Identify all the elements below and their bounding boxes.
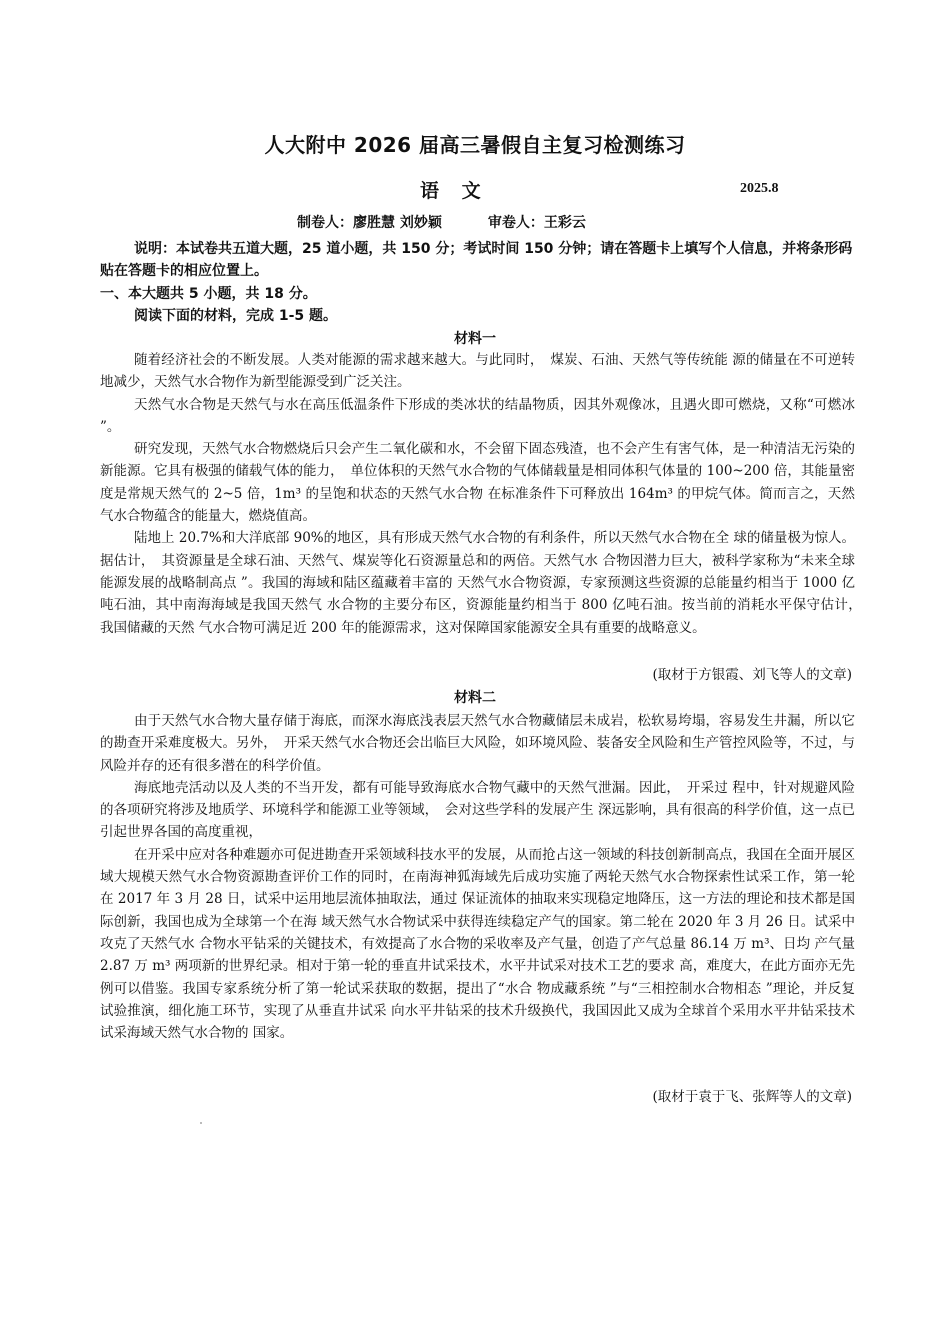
exam-instructions: 说明：本试卷共五道大题，25 道小题，共 150 分；考试时间 150 分钟；请在答题卡上填写个人信息，并将条形码贴在答题卡的相应位置上。: [100, 241, 853, 279]
exam-title: 人大附中 2026 届高三暑假自主复习检测练习: [264, 133, 686, 157]
material1-body: [100, 349, 869, 639]
reading-prompt: 阅读下面的材料，完成 1-5 题。: [134, 308, 338, 324]
authors-line: [297, 212, 586, 232]
subject-label: 语 文: [420, 180, 489, 202]
paragraph: 天然气水合物是天然气与水在高压低温条件下形成的类冰状的结晶物质，因其外观像冰，且遇火即可燃烧，又称“可燃冰 ”。: [100, 396, 855, 435]
material1-title: 材料一: [454, 331, 496, 347]
paragraph: 海底地壳活动以及人类的不当开发，都有可能导致海底水合物气藏中的天然气泄漏。因此， 开采过 程中，针对规避风险的各项研究将涉及地质学、环境科学和能源工业等领域， 会对这些学科的发展产生 深远影响，具有很高的科学价值，这一点已引起世界各国的高度重视，: [100, 779, 855, 841]
paragraph: 在开采中应对各种难题亦可促进勘查开采领域科技水平的发展，从而抢占这一领域的科技创新制高点，我国在全面开展区域大规模天然气水合物资源勘查评价工作的同时，在南海神狐海域先后成功实施了两轮天然气水合物探索性试采工作，第一轮在 2017 年 3 月 28 日，试采中运用地层流体抽取法，通过 保证流体的抽取来实现稳定地降压，这一方法的理论和技术都是国际创新，我国也成为全球第一个在海 域天然气水合物试采中获得连续稳定产气的国家。第二轮在 2020 年 3 月 26 日。试采中攻克了天然气水 合物水平钻采的关键技术，有效提高了水合物的采收率及产气量，创造了产气总量 86.14 万 m³、日均 产气量 2.87 万 m³ 两项新的世界纪录。相对于第一轮的垂直井试采技术，水平井试采对技术工艺的要求 高，难度大，在此方面亦无先例可以借鉴。我国专家系统分析了第一轮试采获取的数据，提出了“水合 物成藏系统 ”与“三相控制水合物相态 ”理论，并反复试验推演，细化施工环节，实现了从垂直井试采 向水平井钻采的技术升级换代，我国因此又成为全球首个采用水平井钻采技术试采海域天然气水合物的 国家。: [100, 846, 855, 1042]
scan-speck: [200, 1122, 202, 1124]
authors-label: 制卷人：廖胜慧 刘妙颖: [297, 215, 442, 231]
exam-date: 2025.8: [740, 181, 779, 196]
paragraph: 研究发现，天然气水合物燃烧后只会产生二氧化碳和水，不会留下固态残渣，也不会产生有害气体，是一种清洁无污染的新能源。它具有极强的储载气体的能力， 单位体积的天然气水合物的气体储载量是相同体积气体量的 100~200 倍，其能量密度是常规天然气的 2~5 倍，1m³ 的呈饱和状态的天然气水合物 在标准条件下可释放出 164m³ 的甲烷气体。简而言之，天然气水合物蕴含的能量大，燃烧值高。: [100, 441, 855, 525]
paragraph: 由于天然气水合物大量存储于海底，而深水海底浅表层天然气水合物藏储层未成岩，松软易垮塌，容易发生井漏，所以它的勘查开采难度极大。另外， 开采天然气水合物还会岀临巨大风险，如环境风险、装备安全风险和生产管控风险等，不过，与风险并存的还有很多潜在的科学价值。: [100, 713, 855, 774]
material2-source: (取材于袁于飞、张辉等人的文章): [652, 1089, 852, 1105]
material2-title: 材料二: [454, 690, 496, 706]
paragraph: 陆地上 20.7%和大洋底部 90%的地区，具有形成天然气水合物的有利条件，所以天然气水合物在全 球的储量极为惊人。据估计， 其资源量是全球石油、天然气、煤炭等化石资源量总和的两倍。天然气水 合物因潜力巨大，被科学家称为“未来全球能源发展的战略制高点 ”。我国的海域和陆区蕴藏着丰富的 天然气水合物资源，专家预测这些资源的总能量约相当于 1000 亿吨石油，其中南海海域是我国天然气 水合物的主要分布区，资源能量约相当于 800 亿吨石油。按当前的消耗水平保守估计， 我国储藏的天然 气水合物可满足近 200 年的能源需求，这对保障国家能源安全具有重要的战略意义。: [100, 530, 869, 636]
paragraph: 随着经济社会的不断发展。人类对能源的需求越来越大。与此同时， 煤炭、石油、天然气等传统能 源的储量在不可逆转地减少，天然气水合物作为新型能源受到广泛关注。: [100, 352, 855, 391]
reviewer-label: 审卷人：王彩云: [487, 215, 586, 231]
material2-body: [100, 710, 855, 1044]
section-heading: 一、本大题共 5 小题，共 18 分。: [100, 286, 317, 302]
material1-source: (取材于方银霞、刘飞等人的文章): [652, 667, 852, 683]
